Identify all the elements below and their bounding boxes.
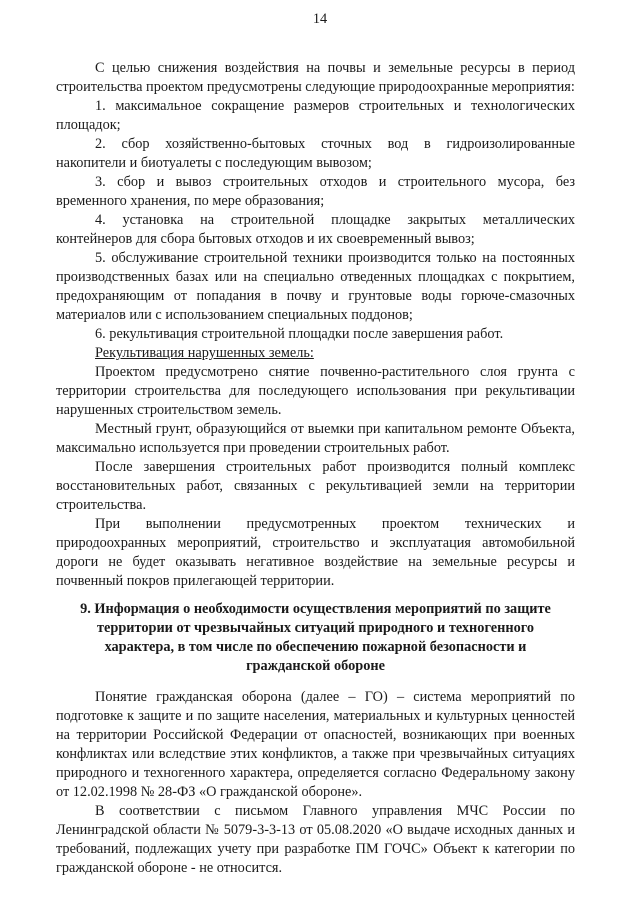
paragraph: После завершения строительных работ производится полный комплекс восстановительных работ, связанных с рекультивацией земли на территории строительства. [56, 459, 575, 513]
page-number: 14 [312, 11, 328, 27]
subheading-paragraph [56, 344, 575, 363]
list-item: 5. обслуживание строительной техники производится только на постоянных производственных базах или на специально отведенных площадках с покрытием, предохраняющим от попадания в почву и грунтовые воды горюче-смазочных материалов или с использованием специальных поддонов; [56, 250, 575, 323]
list-item: 2. сбор хозяйственно-бытовых сточных вод в гидроизолированные накопители и биотуалеты с последующим вывозом; [56, 136, 575, 171]
paragraph: Проектом предусмотрено снятие почвенно-растительного слоя грунта с территории строительства для последующего использования при рекультивации нарушенных строительством земель. [56, 364, 575, 418]
list-item: 4. установка на строительной площадке закрытых металлических контейнеров для сбора бытовых отходов и их своевременный вывоз; [56, 212, 575, 247]
list-item: 1. максимальное сокращение размеров строительных и технологических площадок; [56, 98, 575, 133]
list-item: 3. сбор и вывоз строительных отходов и строительного мусора, без временного хранения, по мере образования; [56, 174, 575, 209]
paragraph: Местный грунт, образующийся от выемки при капитальном ремонте Объекта, максимально используется при проведении строительных работ. [56, 421, 575, 456]
page-content [56, 59, 575, 878]
paragraph: При выполнении предусмотренных проектом технических и природоохранных мероприятий, строительство и эксплуатация автомобильной дороги не будет оказывать негативное воздействие на земельные ресурсы и почвенный покров прилегающей территории. [56, 516, 575, 589]
paragraph: С целью снижения воздействия на почвы и земельные ресурсы в период строительства проектом предусмотрены следующие природоохранные мероприятия: [56, 60, 575, 95]
subheading: Рекультивация нарушенных земель: [95, 345, 314, 361]
paragraph: Понятие гражданская оборона (далее – ГО) – система мероприятий по подготовке к защите и по защите населения, материальных и культурных ценностей на территории Российской Федерации от опасностей, возникающих при военных конфликтах или вследствие этих конфликтов, а также при чрезвычайных ситуациях природного и техногенного характера, определяется согласно Федеральному закону от 12.02.1998 № 28-ФЗ «О гражданской обороне». [56, 689, 575, 800]
paragraph: В соответствии с письмом Главного управления МЧС России по Ленинградской области № 5079-3-3-13 от 05.08.2020 «О выдаче исходных данных и требований, подлежащих учету при разработке ПМ ГОЧС» Объект к категории по гражданской обороне - не относится. [56, 803, 575, 876]
list-item: 6. рекультивация строительной площадки после завершения работ. [95, 326, 504, 342]
section-heading: 9. Информация о необходимости осуществления мероприятий по защите территории от чрезвычайных ситуаций природного и техногенного характера, в том числе по обеспечению пожарной безопасности и гражданской обороне [80, 601, 551, 674]
